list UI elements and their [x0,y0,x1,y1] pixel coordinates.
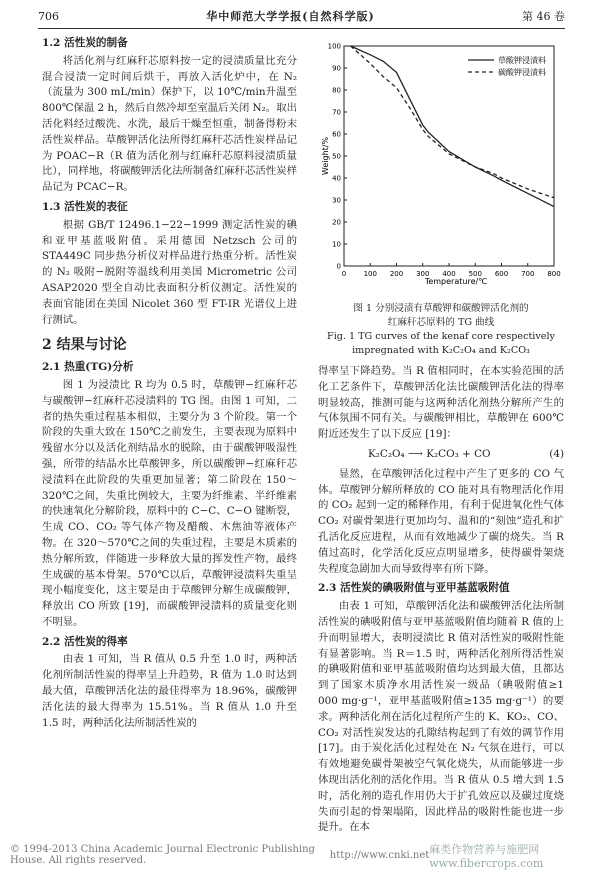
figure-caption-en-2: impregnated with K₂C₂O₄ and K₂CO₃ [352,345,530,356]
y-tick-label: 40 [332,174,341,183]
legend-label-1: 草酸钾浸渍料 [498,56,546,65]
figure-caption-en-1: Fig. 1 TG curves of the kenaf core respectively [327,331,555,342]
section-2-3-title: 2.3 活性炭的碘吸附值与亚甲基蓝吸附值 [318,582,510,595]
y-tick-label: 50 [332,152,341,161]
volume-label: 第 46 卷 [521,10,565,23]
figure-caption-cn-2: 红麻秆芯原料的 TG 曲线 [387,317,495,328]
x-tick-label: 0 [341,270,347,278]
y-tick-label: 80 [332,86,341,95]
y-tick-label: 60 [332,130,341,139]
section-1-2-title: 1.2 活性炭的制备 [42,37,128,49]
right-paragraph-after-equation: 显然，在草酸钾活化过程中产生了更多的 CO 气体。草酸钾分解所释放的 CO 能对具有物理活化作用的 CO₂ 起到一定的稀释作用，有利于促进氧化性气体 CO₂ 对碳骨架进行更加均匀、温和的“刻蚀”造孔和扩孔活化反应进程，从而有效地减少了碳的烧失。当 R 值过高时，化学活化反应点明显增多，使得碳骨架烧失程度急剧加大而导致得率有所下降。 [318,467,564,575]
journal-title: 华中师范大学学报(自然科学版) [206,10,375,23]
page-footer [10,840,593,870]
section-2-title: 2 结果与讨论 [42,337,127,354]
x-axis-label: Temperature/℃ [424,277,488,286]
section-2-3-paragraph: 由表 1 可知，草酸钾活化法和碳酸钾活化法所制活性炭的碘吸附值与亚甲基蓝吸附值均随着 R 值的上升而明显增大，表明浸渍比 R 值对活性炭的吸附性能有显著影响。当 R＝1.5 时，两种活化剂所得活性炭的碘吸附值和亚甲基蓝吸附值均达到最大值，且都达到了国家木质净水用活性炭一级品（碘吸附值≥1 000 mg·g⁻¹，亚甲基蓝吸附值≥135 mg·g⁻¹）的要求。两种活化剂在活化过程所产生的 K、KO₂、CO、CO₂ 对活性炭发达的孔隙结构起到了有效的调节作用 [17]。由于炭化活化过程处在 N₂ 气氛在进行，可以有效地避免碳骨架被空气氧化烧失，从而能够进一步体现出活化剂的活化作用。当 R 值从 0.5 增大到 1.5 时，活化剂的造孔作用仍大于扩孔效应以及碳过度烧失而引起的骨架塌陷，因此样品的吸附性能也进一步提升。在本 [318,600,564,834]
x-tick-label: 200 [389,270,404,278]
copyright-text: © 1994-2013 China Academic Journal Electronic Publishing House. All rights reserved. [10,844,315,866]
x-tick-label: 500 [468,270,482,278]
figure-caption-cn-1: 图 1 分别浸渍有草酸钾和碳酸钾活化剂的 [353,303,529,314]
section-1-2-paragraph: 将活化剂与红麻秆芯原料按一定的浸渍质量比充分混合浸渍一定时间后烘干，再放入活化炉中，在 N₂（流量为 300 mL/min）保护下，以 10℃/min升温至 800℃保温 2 h，然后自然冷却至室温后关闭 N₂。取出活化料经过酸洗、水洗，最后干燥至恒重，制备得粉末活性炭样品。草酸钾活化法所得红麻秆芯活性炭样品记为 POAC−R（R 值为活化剂与红麻秆芯原料浸渍质量比），同样地，将碳酸钾活化法所制备红麻秆芯活性炭样品记为 PCAC−R。 [42,54,297,194]
y-tick-label: 30 [332,196,341,205]
y-tick-label: 70 [332,108,341,117]
y-tick-label: 90 [332,64,341,73]
header-rule [38,28,565,29]
watermark-text: 麻类作物营养与施肥网 www.fibercrops.com [429,842,544,870]
section-2-2-title: 2.2 活性炭的得率 [42,635,128,648]
y-tick-label: 20 [332,218,341,227]
x-tick-label: 800 [547,270,561,278]
section-2-1-paragraph: 图 1 为浸渍比 R 均为 0.5 时，草酸钾−红麻秆芯与碳酸钾−红麻秆芯浸渍料的 TG 图。由图 1 可知，二者的热失重过程基本相似，主要分为 3 个阶段。第一个阶段的失重大致在 150℃之前发生，主要表现为原料中残留水分以及活化剂结晶水的脱除，由于碳酸钾吸湿性强，所带的结晶水比草酸钾多，所以碳酸钾−红麻秆芯浸渍料在此阶段的失重更加显著；第二阶段在 150～320℃之间，失重比例较大，主要为纤维素、半纤维素的快速氧化分解阶段，原料中的 C−C、C−O 键断裂，生成 CO、CO₂ 等气体产物及醋酸、木焦油等液体产物。在 320～570℃之间的失重过程，主要是木质素的热分解所致，伴随进一步释放大量的挥发性产物，最终生成碳的基本骨架。570℃以后，草酸钾浸渍料失重呈现小幅度变化，这主要是由于草酸钾分解生成碳酸钾，释放出 CO 所致 [19]，而碳酸钾浸渍料的质量变化则不明显。 [42,378,297,628]
y-axis-label: Weight/% [321,136,330,176]
y-tick-label: 100 [327,42,341,51]
legend-label-2: 碳酸钾浸渍料 [498,68,546,77]
page-number: 706 [38,9,59,23]
footer-url[interactable]: http://www.cnki.net [329,849,430,861]
x-tick-label: 700 [521,270,535,278]
x-tick-label: 300 [416,270,430,278]
equation-4 [318,447,564,463]
tg-chart [318,38,564,298]
y-tick-label: 0 [336,262,341,271]
x-tick-label: 100 [363,270,377,278]
x-tick-label: 400 [442,270,456,278]
equation-text: K₂C₂O₄ ⟶ K₂CO₃ + CO [368,447,491,460]
section-2-1-title: 2.1 热重(TG)分析 [42,361,134,374]
section-2-2-paragraph: 由表 1 可知，当 R 值从 0.5 升至 1.0 时，两种活化剂所制活性炭的得率呈上升趋势，R 值为 1.0 时达到最大值，草酸钾活化法的最佳得率为 18.96%，碳酸钾活化法的最大得率为 15.51%。当 R 值从 1.0 升至 1.5 时，两种活化法所制活性炭的 [42,653,297,729]
page-header [38,8,565,24]
section-1-3-title: 1.3 活性炭的表征 [42,200,128,213]
left-column [42,32,297,731]
plot-frame [344,46,554,266]
right-column [318,32,564,836]
right-paragraph-continued: 得率呈下降趋势。当 R 值相同时，在本实验范围的活化工艺条件下，草酸钾活化法比碳酸钾活化法的得率明显较高，推测可能与这两种活化剂热分解所产生的气体氛围不同有关。与碳酸钾相比，草酸钾在 600℃附近还发生了以下反应 [19]： [318,365,564,441]
section-1-3-paragraph: 根据 GB/T 12496.1−22−1999 测定活性炭的碘和亚甲基蓝吸附值。采用德国 Netzsch 公司的 STA449C 同步热分析仪对样品进行热重分析。活性炭的 N₂ 吸附−脱附等温线利用美国 Micrometric 公司 ASAP2020 型全自动比表面积分析仪测定。活性炭的表面官能团在美国 Nicolet 360 型 FT-IR 光谱仪上进行测试。 [42,218,297,326]
y-tick-label: 10 [332,240,341,249]
equation-number: (4) [549,447,564,460]
x-tick-label: 600 [494,270,509,278]
figure-1 [318,38,564,298]
